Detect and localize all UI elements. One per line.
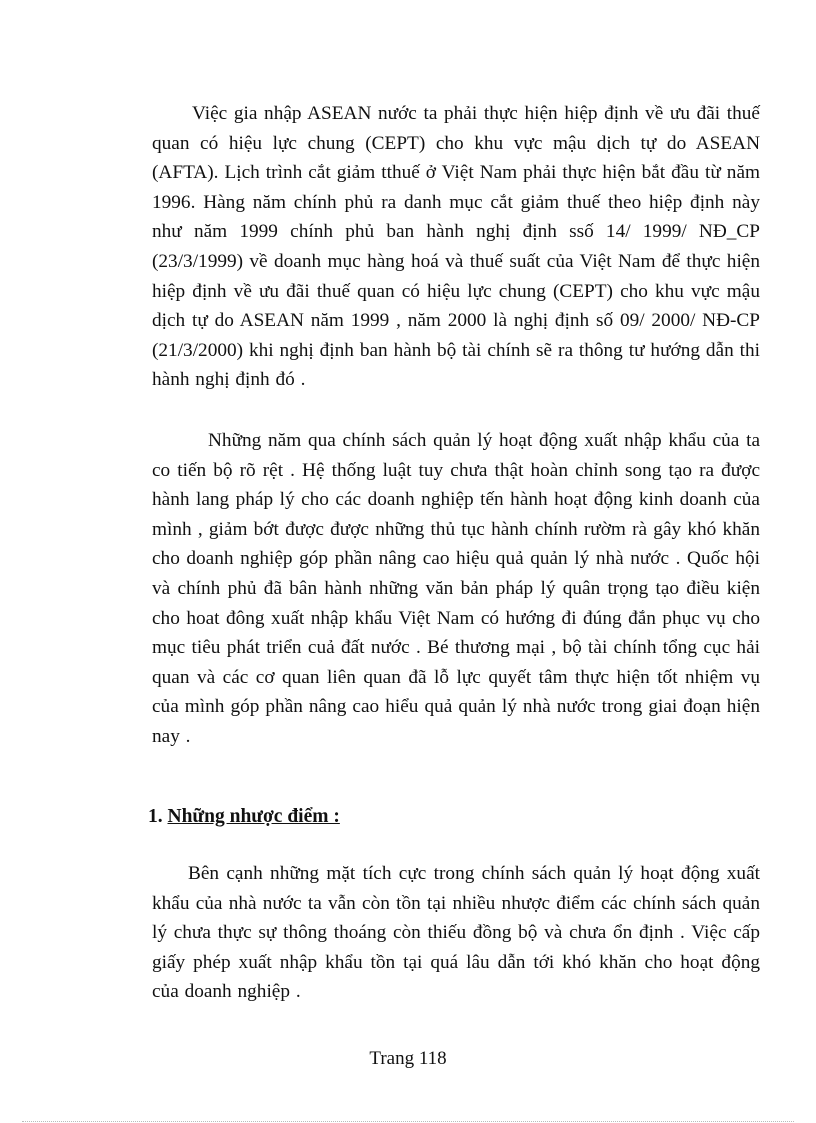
page-bottom-divider [22,1121,794,1122]
page-number: Trang 118 [369,1048,447,1069]
section-title: Những nhược điểm : [167,806,340,827]
paragraph-weaknesses: Bên cạnh những mặt tích cực trong chính sách quản lý hoạt động xuất khẩu của nhà nước ta vẫn còn tồn tại nhiều nhược điểm các chính sách quản lý chưa thực sự thông thoáng còn thiếu đồng bộ và chưa ổn định . Việc cấp giấy phép xuất nhập khẩu tồn tại quá lâu dẫn tới khó khăn cho hoạt động của doanh nghiệp . [152,863,760,1003]
paragraph-policy-progress: Những năm qua chính sách quản lý hoạt động xuất nhập khẩu của ta co tiến bộ rõ rệt . Hệ thống luật tuy chưa thật hoàn chỉnh song tạo ra được hành lang pháp lý cho các doanh nghiệp tến hành hoạt động kinh doanh của mình , giảm bớt được được những thủ tục hành chính rườm rà gây khó khăn cho doanh nghiệp góp phần nâng cao hiệu quả quản lý nhà nước . Quốc hội và chính phủ đã bân hành những văn bản pháp lý quân trọng tạo điều kiện cho hoat đông xuất nhập khẩu Việt Nam có hướng đi đúng đắn phục vụ cho mục tiêu phát triển cuả đất nước . Bé thương mại , bộ tài chính tổng cục hải quan và các cơ quan liên quan đã lỗ lực quyết tâm thực hiện tốt nhiệm vụ của mình góp phần nâng cao hiểu quả quản lý nhà nước trong giai đoạn hiện nay . [152,430,760,747]
section-heading [148,806,340,828]
section-number: 1. [148,806,163,827]
paragraph-cept-agreement: Việc gia nhập ASEAN nước ta phải thực hiện hiệp định về ưu đãi thuế quan có hiệu lực chung (CEPT) cho khu vực mậu dịch tự do ASEAN (AFTA). Lịch trình cắt giảm tthuế ở Việt Nam phải thực hiện bắt đầu từ năm 1996. Hàng năm chính phủ ra danh mục cắt giảm thuế theo hiệp định này như năm 1999 chính phủ ban hành nghị định ssố 14/ 1999/ NĐ_CP (23/3/1999) về doanh mục hàng hoá và thuế suất của Việt Nam để thực hiện hiệp định về ưu đãi thuế quan có hiệu lực chung (CEPT) cho khu vực mậu dịch tự do ASEAN năm 1999 , năm 2000 là nghị định số 09/ 2000/ NĐ-CP (21/3/2000) khi nghị định ban hành bộ tài chính sẽ ra thông tư hướng dẫn thi hành nghị định đó . [152,103,760,391]
